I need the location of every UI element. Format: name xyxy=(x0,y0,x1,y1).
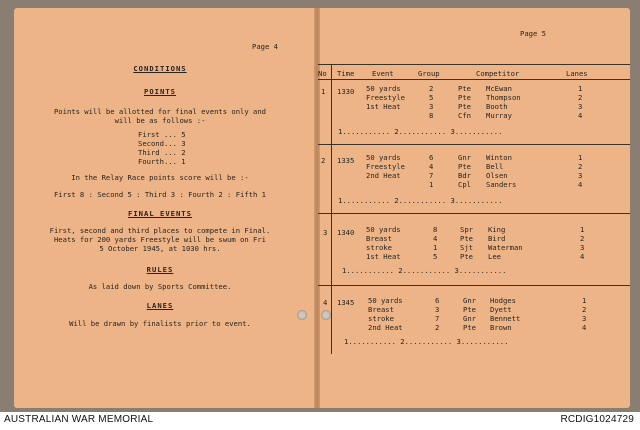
column-divider xyxy=(331,64,332,354)
table-rule xyxy=(318,79,630,80)
competitor-rank: Bdr xyxy=(458,171,471,180)
competitor-name: Brown xyxy=(490,323,512,332)
competitor-group: 7 xyxy=(429,171,434,180)
competitor-group: 5 xyxy=(433,252,438,261)
competitor-rank: Gnr xyxy=(463,314,476,323)
placings-line: 1........... 2........... 3........... xyxy=(342,266,507,275)
competitor-group: 3 xyxy=(429,102,434,111)
lane-number: 2 xyxy=(578,93,583,102)
competitor-rank: Pte xyxy=(458,84,471,93)
relay-intro: In the Relay Race points score will be :- xyxy=(71,173,249,182)
lane-number: 2 xyxy=(580,234,585,243)
competitor-group: 4 xyxy=(429,162,434,171)
header-event: Event xyxy=(372,69,394,78)
competitor-group: 2 xyxy=(435,323,440,332)
binding-hole xyxy=(321,310,331,320)
competitor-group: 1 xyxy=(429,180,434,189)
competitor-group: 3 xyxy=(435,305,440,314)
event-name-line: stroke xyxy=(368,314,394,323)
event-name-line: 50 yards xyxy=(366,153,401,162)
event-number: 1 xyxy=(321,87,326,96)
competitor-name: Murray xyxy=(486,111,512,120)
competitor-name: Waterman xyxy=(488,243,523,252)
event-divider xyxy=(318,144,630,145)
competitor-rank: Pte xyxy=(463,305,476,314)
competitor-name: Bennett xyxy=(490,314,521,323)
header-no: No xyxy=(318,69,327,78)
placings-line: 1........... 2........... 3........... xyxy=(338,127,503,136)
competitor-name: Bell xyxy=(486,162,504,171)
event-time: 1330 xyxy=(337,87,355,96)
final-events-line: 5 October 1945, at 1030 hrs. xyxy=(99,244,221,253)
event-name-line: 2nd Heat xyxy=(368,323,403,332)
lane-number: 1 xyxy=(582,296,587,305)
competitor-group: 7 xyxy=(435,314,440,323)
competitor-group: 8 xyxy=(433,225,438,234)
competitor-rank: Cfn xyxy=(458,111,471,120)
event-number: 4 xyxy=(323,298,328,307)
lane-number: 1 xyxy=(578,84,583,93)
competitor-name: McEwan xyxy=(486,84,512,93)
lanes-text: Will be drawn by finalists prior to event. xyxy=(69,319,251,328)
placings-line: 1........... 2........... 3........... xyxy=(338,196,503,205)
competitor-group: 2 xyxy=(429,84,434,93)
table-rule xyxy=(318,64,630,65)
left-page-number: Page 4 xyxy=(252,42,278,51)
competitor-group: 4 xyxy=(433,234,438,243)
competitor-rank: Pte xyxy=(460,234,473,243)
binding-hole xyxy=(297,310,307,320)
rules-text: As laid down by Sports Committee. xyxy=(88,282,232,291)
conditions-title: CONDITIONS xyxy=(133,64,187,73)
event-name-line: Breast xyxy=(366,234,392,243)
header-competitor: Competitor xyxy=(476,69,520,78)
competitor-name: Sanders xyxy=(486,180,517,189)
event-name-line: Breast xyxy=(368,305,394,314)
event-name-line: 50 yards xyxy=(366,84,401,93)
competitor-name: Lee xyxy=(488,252,501,261)
competitor-group: 1 xyxy=(433,243,438,252)
event-time: 1335 xyxy=(337,156,355,165)
event-name-line: 50 yards xyxy=(366,225,401,234)
relay-points: First 8 : Second 5 : Third 3 : Fourth 2 : Fifth 1 xyxy=(53,190,267,199)
lane-number: 4 xyxy=(578,111,583,120)
lane-number: 4 xyxy=(582,323,587,332)
header-time: Time xyxy=(337,69,355,78)
competitor-name: Dyett xyxy=(490,305,512,314)
competitor-name: King xyxy=(488,225,506,234)
event-name-line: Freestyle xyxy=(366,93,405,102)
final-events-heading: FINAL EVENTS xyxy=(128,209,192,218)
competitor-group: 5 xyxy=(429,93,434,102)
competitor-rank: Gnr xyxy=(463,296,476,305)
competitor-group: 6 xyxy=(429,153,434,162)
competitor-rank: Pte xyxy=(460,252,473,261)
event-name-line: 50 yards xyxy=(368,296,403,305)
competitor-name: Hodges xyxy=(490,296,516,305)
lane-number: 2 xyxy=(582,305,587,314)
right-page-number: Page 5 xyxy=(520,29,546,38)
lane-number: 1 xyxy=(580,225,585,234)
placings-line: 1........... 2........... 3........... xyxy=(344,337,509,346)
final-events-line: Heats for 200 yards Freestyle will be swum on Fri xyxy=(53,235,267,244)
event-number: 2 xyxy=(321,156,326,165)
lane-number: 2 xyxy=(578,162,583,171)
competitor-rank: Sjt xyxy=(460,243,473,252)
competitor-rank: Gnr xyxy=(458,153,471,162)
final-events-line: First, second and third places to compete in Final. xyxy=(49,226,271,235)
lane-number: 4 xyxy=(580,252,585,261)
competitor-rank: Cpl xyxy=(458,180,471,189)
points-intro-line: will be as follows :- xyxy=(114,116,206,125)
rules-heading: RULES xyxy=(146,265,174,274)
competitor-rank: Pte xyxy=(458,102,471,111)
points-intro-line: Points will be allotted for final events only and xyxy=(53,107,267,116)
event-name-line: Freestyle xyxy=(366,162,405,171)
event-name-line: 2nd Heat xyxy=(366,171,401,180)
archive-credit: AUSTRALIAN WAR MEMORIAL xyxy=(4,414,154,425)
header-group: Group xyxy=(418,69,440,78)
header-lanes: Lanes xyxy=(566,69,588,78)
lane-number: 3 xyxy=(580,243,585,252)
event-time: 1345 xyxy=(337,298,355,307)
right-page xyxy=(318,8,630,408)
points-list-item: Third ... 2 xyxy=(138,148,186,157)
event-name-line: stroke xyxy=(366,243,392,252)
competitor-rank: Pte xyxy=(463,323,476,332)
competitor-group: 8 xyxy=(429,111,434,120)
competitor-rank: Pte xyxy=(458,162,471,171)
lane-number: 3 xyxy=(578,171,583,180)
event-name-line: 1st Heat xyxy=(366,102,401,111)
event-divider xyxy=(318,285,630,286)
competitor-name: Booth xyxy=(486,102,508,111)
competitor-rank: Spr xyxy=(460,225,473,234)
competitor-name: Winton xyxy=(486,153,512,162)
points-heading: POINTS xyxy=(144,87,176,96)
points-list-item: Fourth... 1 xyxy=(138,157,186,166)
event-divider xyxy=(318,213,630,214)
points-list-item: First ... 5 xyxy=(138,130,186,139)
event-number: 3 xyxy=(323,228,328,237)
lane-number: 4 xyxy=(578,180,583,189)
event-name-line: 1st Heat xyxy=(366,252,401,261)
competitor-name: Bird xyxy=(488,234,506,243)
competitor-group: 6 xyxy=(435,296,440,305)
competitor-name: Olsen xyxy=(486,171,508,180)
competitor-rank: Pte xyxy=(458,93,471,102)
lane-number: 3 xyxy=(578,102,583,111)
lanes-heading: LANES xyxy=(146,301,174,310)
event-time: 1340 xyxy=(337,228,355,237)
points-list-item: Second... 3 xyxy=(138,139,186,148)
lane-number: 3 xyxy=(582,314,587,323)
record-id: RCDIG1024729 xyxy=(560,414,634,425)
competitor-name: Thompson xyxy=(486,93,521,102)
book-gutter xyxy=(314,8,320,408)
lane-number: 1 xyxy=(578,153,583,162)
